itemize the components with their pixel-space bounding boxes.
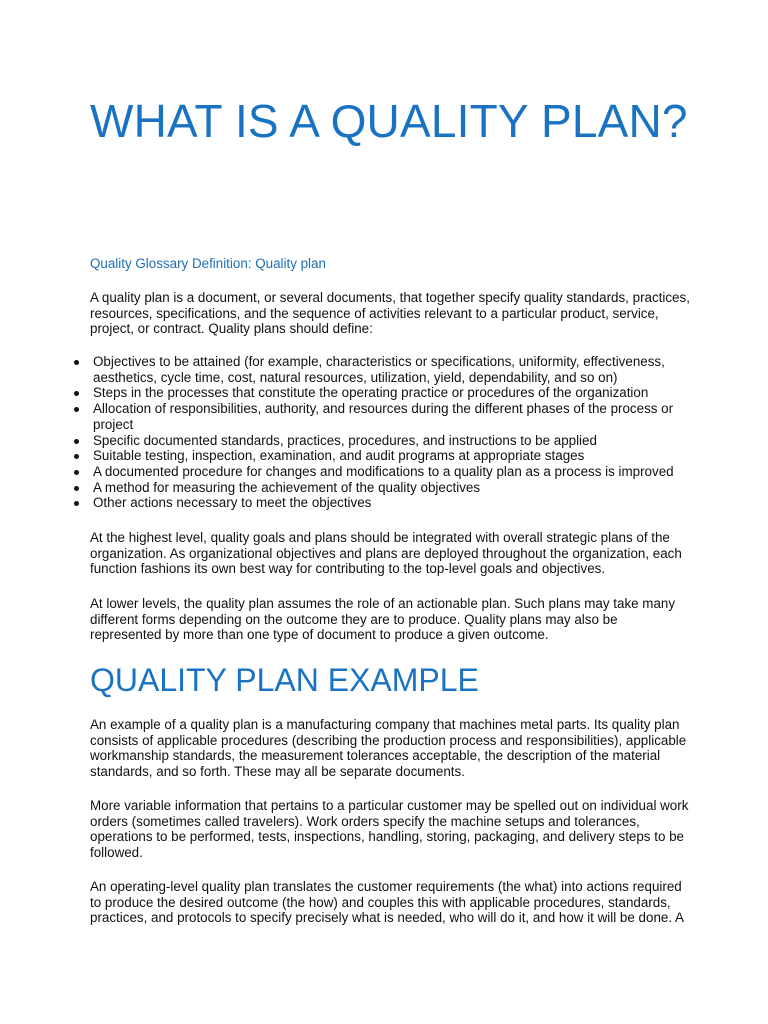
bullet-icon — [74, 470, 79, 475]
list-item: Specific documented standards, practices, procedures, and instructions to be applied — [90, 433, 690, 449]
list-item: Allocation of responsibilities, authority, and resources during the different phases of the process or project — [90, 401, 690, 432]
list-item: A method for measuring the achievement of the quality objectives — [90, 480, 690, 496]
bullet-icon — [74, 454, 79, 459]
bullet-icon — [74, 486, 79, 491]
intro-paragraph: A quality plan is a document, or several documents, that together specify quality standards, practices, resources, specifications, and the sequence of activities relevant to a particular product, service, project, or contract. Quality plans should define: — [90, 290, 690, 337]
list-item: Objectives to be attained (for example, characteristics or specifications, uniformity, effectiveness, aesthetics, cycle time, cost, natural resources, utilization, yield, dependability, and so on) — [90, 354, 690, 385]
example-paragraph: An example of a quality plan is a manufacturing company that machines metal parts. Its quality plan consists of applicable procedures (describing the production process and responsibilities), applicable workmanship standards, the measurement tolerances acceptable, the description of the material standards, and so forth. These may all be separate documents. — [90, 717, 687, 780]
bullet-icon — [74, 360, 79, 365]
bullet-icon — [74, 501, 79, 506]
section-heading: QUALITY PLAN EXAMPLE — [90, 662, 479, 698]
list-item: Suitable testing, inspection, examination, and audit programs at appropriate stages — [90, 448, 690, 464]
list-item: Other actions necessary to meet the objectives — [90, 495, 690, 511]
bullet-icon — [74, 407, 79, 412]
lower-level-paragraph: At lower levels, the quality plan assumes the role of an actionable plan. Such plans may take many different forms depending on the outcome they are to produce. Quality plans may also be represented by more than one type of document to produce a given outcome. — [90, 596, 676, 643]
list-item: Steps in the processes that constitute the operating practice or procedures of the organization — [90, 385, 690, 401]
definition-bullet-list — [90, 354, 690, 511]
bullet-icon — [74, 391, 79, 396]
glossary-subtitle: Quality Glossary Definition: Quality plan — [90, 256, 326, 271]
highest-level-paragraph: At the highest level, quality goals and plans should be integrated with overall strategic plans of the organization. As organizational objectives and plans are deployed throughout the organization, each function fashions its own best way for contributing to the top-level goals and objectives. — [90, 530, 682, 577]
page-title: WHAT IS A QUALITY PLAN? — [90, 95, 688, 147]
list-item: A documented procedure for changes and modifications to a quality plan as a process is improved — [90, 464, 690, 480]
bullet-icon — [74, 439, 79, 444]
operating-level-paragraph: An operating-level quality plan translates the customer requirements (the what) into actions required to produce the desired outcome (the how) and couples this with applicable procedures, standards, practices, and protocols to specify precisely what is needed, who will do it, and how it will be done. A — [90, 879, 684, 926]
variable-info-paragraph: More variable information that pertains to a particular customer may be spelled out on individual work orders (sometimes called travelers). Work orders specify the machine setups and tolerances, operations to be performed, tests, inspections, handling, storing, packaging, and delivery steps to be followed. — [90, 798, 689, 861]
